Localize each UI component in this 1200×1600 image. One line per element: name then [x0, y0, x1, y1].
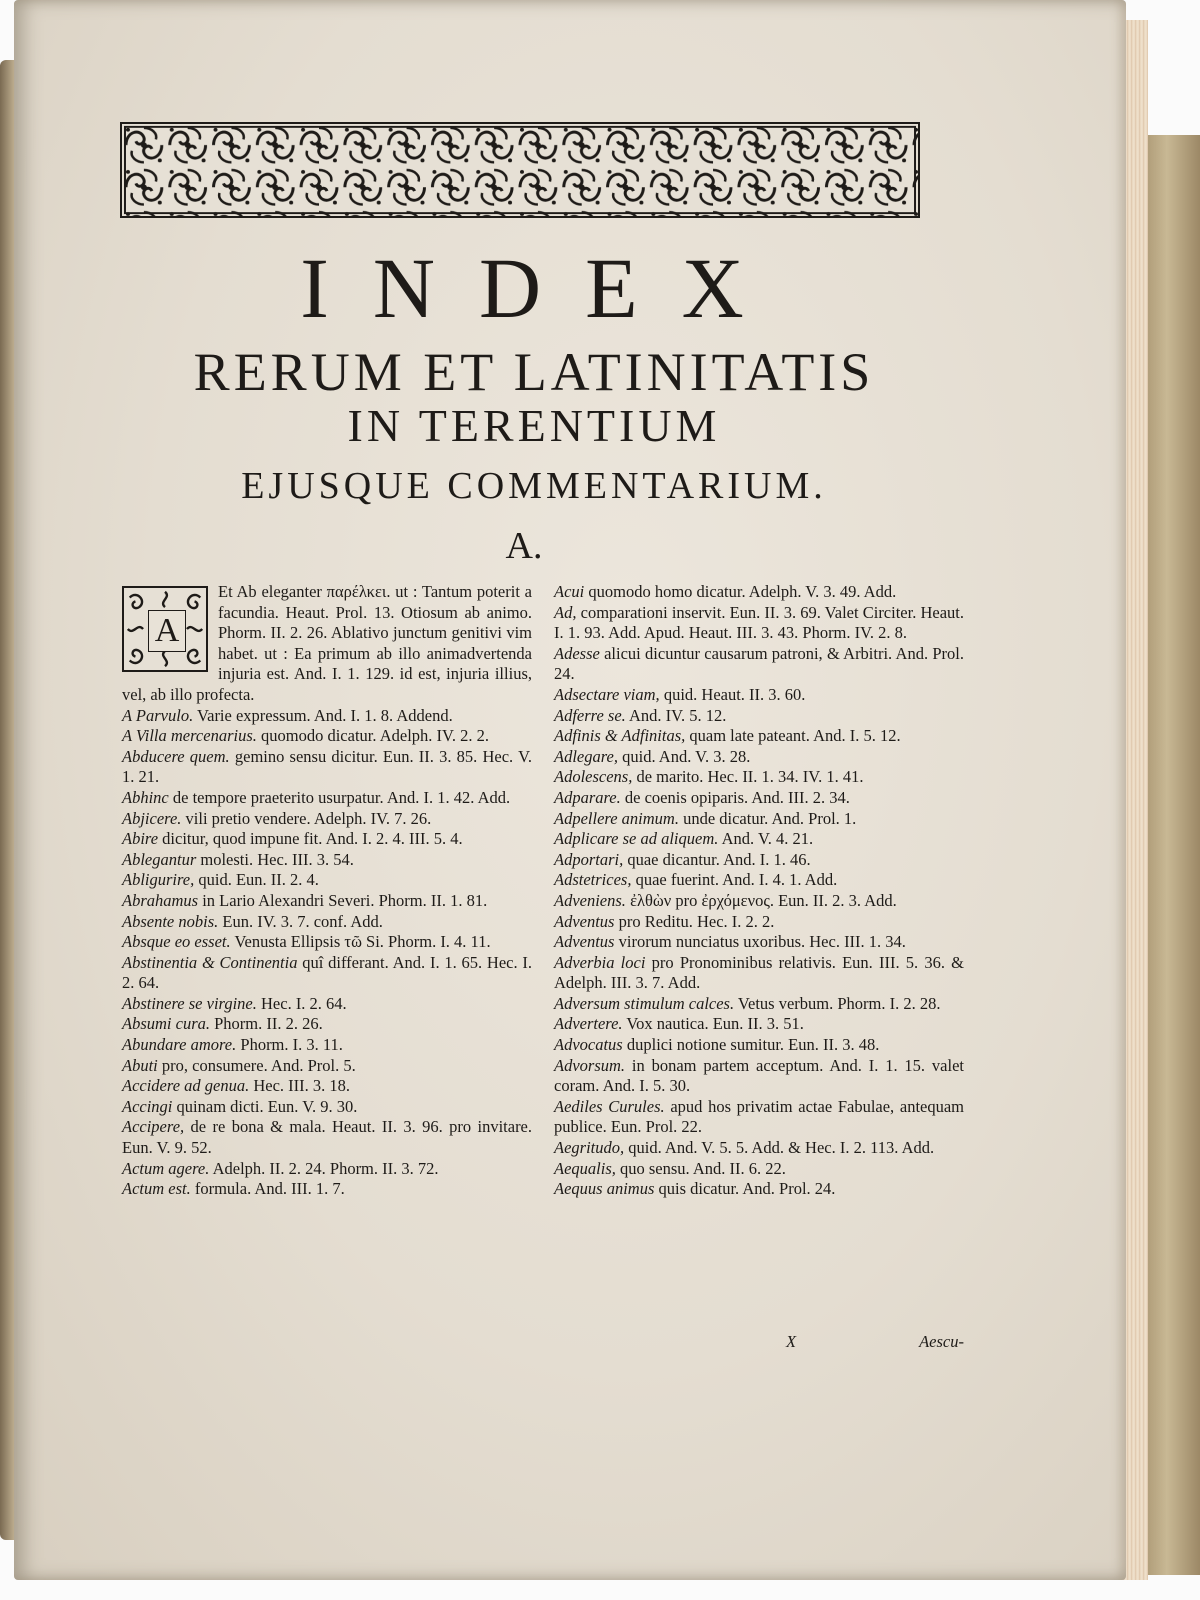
entry-headword: Abducere quem.: [122, 746, 230, 766]
entry-text: Varie expressum. And. I. 1. 8. Addend.: [197, 705, 453, 725]
index-entry: [122, 994, 532, 1015]
index-entry: [122, 850, 532, 871]
entry-text: in bonam partem acceptum. And. I. 1. 15. valet coram. And. I. 5. 30.: [554, 1055, 964, 1096]
index-entry: [122, 1159, 532, 1180]
index-entry: [554, 891, 964, 912]
entry-headword: Absente nobis.: [122, 911, 219, 931]
title-line-2: IN TERENTIUM: [347, 400, 721, 451]
decorated-initial: [122, 586, 208, 672]
index-entry: [122, 1097, 532, 1118]
title-index: INDEX: [300, 240, 788, 336]
index-entry: [122, 891, 532, 912]
entry-headword: Adparare.: [554, 787, 621, 807]
entry-text: alicui dicuntur causarum patroni, & Arbitri. And. Prol. 24.: [554, 643, 964, 684]
index-entry: [122, 1014, 532, 1035]
entry-headword: Abligurire,: [122, 870, 195, 890]
entry-headword: Acui: [554, 582, 585, 601]
entry-headword: Adventus: [554, 911, 615, 931]
entry-headword: A Parvulo.: [122, 705, 194, 725]
entry-text: Venusta Ellipsis τῶ Si. Phorm. I. 4. 11.: [234, 932, 491, 952]
entry-text: de coenis opiparis. And. III. 2. 34.: [624, 787, 850, 807]
index-entry: [122, 1179, 532, 1200]
entry-text: vili pretio vendere. Adelph. IV. 7. 26.: [185, 808, 432, 828]
index-entry: [122, 1117, 532, 1158]
index-entry: [554, 809, 964, 830]
entry-text: And. IV. 5. 12.: [629, 705, 727, 725]
entry-headword: Adferre se.: [554, 705, 626, 725]
ornamental-headpiece: [120, 122, 920, 218]
entry-text: Hec. I. 2. 64.: [261, 993, 347, 1013]
entry-text: Phorm. I. 3. 11.: [240, 1035, 343, 1055]
entry-headword: Adsectare viam,: [554, 684, 660, 704]
entry-text: apud hos privatim actae Fabulae, antequam publice. Eun. Prol. 22.: [554, 1096, 965, 1137]
entry-headword: Advocatus: [554, 1035, 623, 1055]
index-entry: [554, 932, 964, 953]
entry-headword: Adverbia loci: [554, 952, 646, 972]
index-entry: [122, 809, 532, 830]
entry-text: pro Pronominibus relativis. Eun. III. 5. 36. & Adelph. III. 3. 7. Add.: [554, 952, 964, 993]
entry-headword: Aequalis,: [554, 1158, 616, 1178]
entry-headword: Adplicare se ad aliquem.: [554, 829, 719, 849]
entry-text: de marito. Hec. II. 1. 34. IV. 1. 41.: [636, 767, 864, 787]
section-letter: A.: [505, 525, 543, 567]
entry-text: Phorm. II. 2. 26.: [214, 1014, 323, 1034]
entry-text: Hec. III. 3. 18.: [253, 1076, 351, 1096]
index-entry: [554, 953, 964, 994]
index-entry: [554, 994, 964, 1015]
entry-text: gemino sensu dicitur. Eun. II. 3. 85. Hec. V. 1. 21.: [122, 746, 532, 787]
entry-text: quid. And. V. 3. 28.: [622, 746, 751, 766]
entry-text: Eun. IV. 3. 7. conf. Add.: [222, 911, 383, 931]
entry-headword: Abhinc: [122, 787, 169, 807]
index-entry: [554, 582, 964, 603]
dropcap-letter: A: [148, 610, 186, 652]
entry-headword: Aediles Curules.: [554, 1096, 665, 1116]
entry-headword: Absumi cura.: [122, 1014, 210, 1034]
index-entry: [554, 870, 964, 891]
entry-headword: Aequus animus: [554, 1179, 655, 1199]
entry-text: pro, consumere. And. Prol. 5.: [161, 1055, 356, 1075]
book-cover-edge: [1140, 135, 1200, 1575]
catchword: Aescu-: [919, 1332, 964, 1351]
signature-mark: X: [786, 1332, 797, 1351]
index-entry: [122, 788, 532, 809]
index-entry: [554, 685, 964, 706]
entry-headword: Advorsum.: [554, 1055, 626, 1075]
entry-headword: Adstetrices,: [554, 870, 632, 890]
index-entry: [554, 829, 964, 850]
entry-headword: Abjicere.: [122, 808, 182, 828]
index-entry: [122, 1035, 532, 1056]
entry-headword: Adfinis & Adfinitas,: [554, 726, 686, 746]
entry-text: quinam dicti. Eun. V. 9. 30.: [176, 1096, 358, 1116]
index-entry: [122, 953, 532, 994]
entry-text: de tempore praeterito usurpatur. And. I. 1. 42. Add.: [172, 787, 511, 807]
entry-text: formula. And. III. 1. 7.: [194, 1179, 345, 1199]
entry-text: quid. Eun. II. 2. 4.: [198, 870, 319, 890]
entry-text: quis dicatur. And. Prol. 24.: [658, 1179, 836, 1199]
index-entry: [554, 912, 964, 933]
entry-headword: Accingi: [122, 1096, 173, 1116]
entry-headword: Ad,: [554, 602, 577, 622]
entry-text: quid. And. V. 5. 5. Add. & Hec. I. 2. 113. Add.: [628, 1138, 935, 1158]
index-entry: [122, 912, 532, 933]
entry-text: in Lario Alexandri Severi. Phorm. II. 1. 81.: [202, 890, 488, 910]
entry-text: virorum nunciatus uxoribus. Hec. III. 1. 34.: [618, 932, 906, 952]
entry-headword: Accidere ad genua.: [122, 1076, 250, 1096]
entry-text: quae fuerint. And. I. 4. 1. Add.: [635, 870, 838, 890]
index-entry: [554, 1035, 964, 1056]
index-column-right: [554, 582, 964, 1200]
index-entry: [122, 726, 532, 747]
entry-headword: Accipere,: [122, 1117, 185, 1137]
index-entry: [122, 1076, 532, 1097]
entry-text: quomodo dicatur. Adelph. IV. 2. 2.: [261, 726, 489, 746]
entry-headword: Adventus: [554, 932, 615, 952]
entry-headword: Abundare amore.: [122, 1035, 237, 1055]
entry-text: dicitur, quod impune fit. And. I. 2. 4. III. 5. 4.: [162, 829, 463, 849]
entry-headword: Absque eo esset.: [122, 932, 231, 952]
entry-text: comparationi inservit. Eun. II. 3. 69. Valet Circiter. Heaut. I. 1. 93. Add. Apud. Heaut. III. 3. 43. Phorm. IV. 2. 8.: [554, 602, 964, 643]
entry-text: pro Reditu. Hec. I. 2. 2.: [618, 911, 775, 931]
title-line-1: RERUM ET LATINITATIS: [193, 342, 875, 402]
entry-text: quae dicantur. And. I. 1. 46.: [627, 849, 811, 869]
entry-text: unde dicatur. And. Prol. 1.: [683, 808, 857, 828]
entry-headword: Actum agere.: [122, 1158, 210, 1178]
entry-headword: Ablegantur: [122, 849, 197, 869]
entry-headword: Adveniens.: [554, 890, 626, 910]
entry-headword: Adesse: [554, 643, 600, 663]
book-page: [14, 0, 1126, 1580]
entry-headword: Adlegare,: [554, 746, 618, 766]
entry-text: Adelph. II. 2. 24. Phorm. II. 3. 72.: [212, 1158, 439, 1178]
index-entry: [122, 1056, 532, 1077]
index-entry: [122, 706, 532, 727]
index-entry: [554, 1179, 964, 1200]
entry-headword: Abuti: [122, 1055, 158, 1075]
index-entry: [122, 829, 532, 850]
entry-text: ἐλθὼν pro ἐρχόμενος. Eun. II. 2. 3. Add.: [630, 890, 897, 910]
entry-text: Vox nautica. Eun. II. 3. 51.: [626, 1014, 804, 1034]
title-line-3: EJUSQUE COMMENTARIUM.: [241, 465, 827, 507]
entry-headword: Abire: [122, 829, 159, 849]
entry-text: duplici notione sumitur. Eun. II. 3. 48.: [626, 1035, 880, 1055]
index-entry: [554, 747, 964, 768]
index-entry: [554, 726, 964, 747]
index-entry: [554, 850, 964, 871]
entry-headword: Abrahamus: [122, 890, 199, 910]
entry-headword: A Villa mercenarius.: [122, 726, 257, 746]
entry-headword: Abstinentia & Continentia: [122, 952, 298, 972]
entry-text: quid. Heaut. II. 3. 60.: [663, 684, 806, 704]
index-entry: [554, 1138, 964, 1159]
entry-headword: Abstinere se virgine.: [122, 993, 257, 1013]
entry-text: quo sensu. And. II. 6. 22.: [620, 1158, 786, 1178]
entry-headword: Adportari,: [554, 849, 624, 869]
entry-headword: Adolescens,: [554, 767, 633, 787]
entry-text: And. V. 4. 21.: [721, 829, 814, 849]
index-entry: [554, 1014, 964, 1035]
entry-headword: Actum est.: [122, 1179, 191, 1199]
index-entry: [554, 1097, 964, 1138]
index-column-left: [122, 582, 532, 1200]
entry-text: quomodo homo dicatur. Adelph. V. 3. 49. Add.: [588, 582, 897, 601]
entry-text: de re bona & mala. Heaut. II. 3. 96. pro invitare. Eun. V. 9. 52.: [122, 1117, 533, 1158]
entry-text: quî differant. And. I. 1. 65. Hec. I. 2. 64.: [122, 952, 532, 993]
index-entry: [554, 644, 964, 685]
entry-text: Et Ab eleganter παρέλκει. ut : Tantum poterit a facundia. Heaut. Prol. 13. Otiosum ab animo. Phorm. II. 2. 26. Ablativo junctum genitivi vim habet. ut : Ea primum ab illo animadvertenda injuria est. And. I. 1. 129. id est, injuria illius, vel, ab illo profecta.: [122, 582, 532, 704]
index-entry: [122, 870, 532, 891]
index-entry: [122, 932, 532, 953]
entry-text: quam late pateant. And. I. 5. 12.: [689, 726, 901, 746]
index-entry: [554, 706, 964, 727]
index-entry: [554, 1159, 964, 1180]
index-entry: [554, 603, 964, 644]
index-entry: [554, 788, 964, 809]
entry-headword: Adpellere animum.: [554, 808, 679, 828]
entry-text: Vetus verbum. Phorm. I. 2. 28.: [737, 993, 941, 1013]
index-entry: [122, 747, 532, 788]
entry-headword: Adversum stimulum calces.: [554, 993, 735, 1013]
index-entry: [554, 1056, 964, 1097]
index-entry: [554, 767, 964, 788]
entry-text: molesti. Hec. III. 3. 54.: [200, 849, 354, 869]
entry-headword: Advertere.: [554, 1014, 623, 1034]
entry-headword: Aegritudo,: [554, 1138, 625, 1158]
